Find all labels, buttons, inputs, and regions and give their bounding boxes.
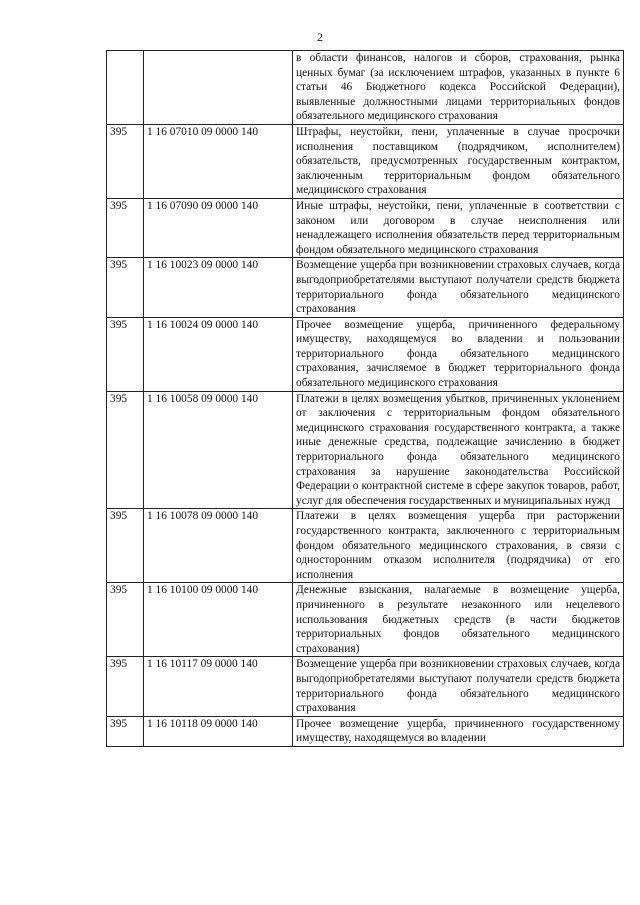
description-cell: Прочее возмещение ущерба, причиненного государственному имуществу, находящемуся во владении: [293, 716, 624, 746]
admin-code-cell: 395: [107, 716, 144, 746]
description-cell: Прочее возмещение ущерба, причиненного федеральному имуществу, находящемуся во владении и пользовании территориального фонда обязательного медицинского страхования, зачисляемое в бюджет территориального фонда обязательного медицинского страхования: [293, 317, 624, 391]
description-cell: в области финансов, налогов и сборов, страхования, рынка ценных бумаг (за исключением штрафов, указанных в пункте 6 статьи 46 Бюджетного кодекса Российской Федерации), выявленные должностными лицами территориальных фондов обязательного медицинского страхования: [293, 51, 624, 125]
table-row: [107, 51, 624, 125]
budget-code-cell: 1 16 10023 09 0000 140: [144, 258, 293, 317]
description-cell: Денежные взыскания, налагаемые в возмещение ущерба, причиненного в результате незаконного или нецелевого использования бюджетных средств (в части бюджетов территориальных фондов обязательного медицинского страхования): [293, 583, 624, 657]
admin-code-cell: 395: [107, 258, 144, 317]
table-row: [107, 657, 624, 716]
description-cell: Штрафы, неустойки, пени, уплаченные в случае просрочки исполнения поставщиком (подрядчиком, исполнителем) обязательств, предусмотренных государственным контрактом, заключенным территориальным фондом обязательного медицинского страхования: [293, 124, 624, 198]
budget-codes-table: [106, 50, 624, 747]
budget-code-cell: 1 16 10058 09 0000 140: [144, 391, 293, 509]
table-row: [107, 391, 624, 509]
budget-code-cell: 1 16 10024 09 0000 140: [144, 317, 293, 391]
table-row: [107, 509, 624, 583]
description-cell: Платежи в целях возмещения ущерба при расторжении государственного контракта, заключенного с территориальным фондом обязательного медицинского страхования, в связи с односторонним отказом исполнителя (подрядчика) от его исполнения: [293, 509, 624, 583]
table-row: [107, 716, 624, 746]
admin-code-cell: 395: [107, 657, 144, 716]
description-cell: Платежи в целях возмещения убытков, причиненных уклонением от заключения с территориальным фондом обязательного медицинского страхования государственного контракта, а также иные денежные средства, подлежащие зачислению в бюджет территориального фонда обязательного медицинского страхования за нарушение законодательства Российской Федерации о контрактной системе в сфере закупок товаров, работ, услуг для обеспечения государственных и муниципальных нужд: [293, 391, 624, 509]
budget-code-cell: [144, 51, 293, 125]
table-row: [107, 198, 624, 257]
admin-code-cell: 395: [107, 391, 144, 509]
table-row: [107, 317, 624, 391]
budget-code-cell: 1 16 07090 09 0000 140: [144, 198, 293, 257]
admin-code-cell: 395: [107, 317, 144, 391]
description-cell: Возмещение ущерба при возникновении страховых случаев, когда выгодоприобретателями выступают получатели средств бюджета территориального фонда обязательного медицинского страхования: [293, 657, 624, 716]
admin-code-cell: 395: [107, 198, 144, 257]
budget-code-cell: 1 16 10118 09 0000 140: [144, 716, 293, 746]
admin-code-cell: 395: [107, 509, 144, 583]
description-cell: Иные штрафы, неустойки, пени, уплаченные в соответствии с законом или договором в случае неисполнения или ненадлежащего исполнения обязательств перед территориальным фондом обязательного медицинского страхования: [293, 198, 624, 257]
budget-code-cell: 1 16 10078 09 0000 140: [144, 509, 293, 583]
budget-code-cell: 1 16 10117 09 0000 140: [144, 657, 293, 716]
table-row: [107, 124, 624, 198]
description-cell: Возмещение ущерба при возникновении страховых случаев, когда выгодоприобретателями выступают получатели средств бюджета территориального фонда обязательного медицинского страхования: [293, 258, 624, 317]
page-number: 2: [317, 30, 323, 44]
table-row: [107, 583, 624, 657]
admin-code-cell: 395: [107, 124, 144, 198]
budget-code-cell: 1 16 07010 09 0000 140: [144, 124, 293, 198]
table-row: [107, 258, 624, 317]
admin-code-cell: 395: [107, 583, 144, 657]
budget-code-cell: 1 16 10100 09 0000 140: [144, 583, 293, 657]
admin-code-cell: [107, 51, 144, 125]
